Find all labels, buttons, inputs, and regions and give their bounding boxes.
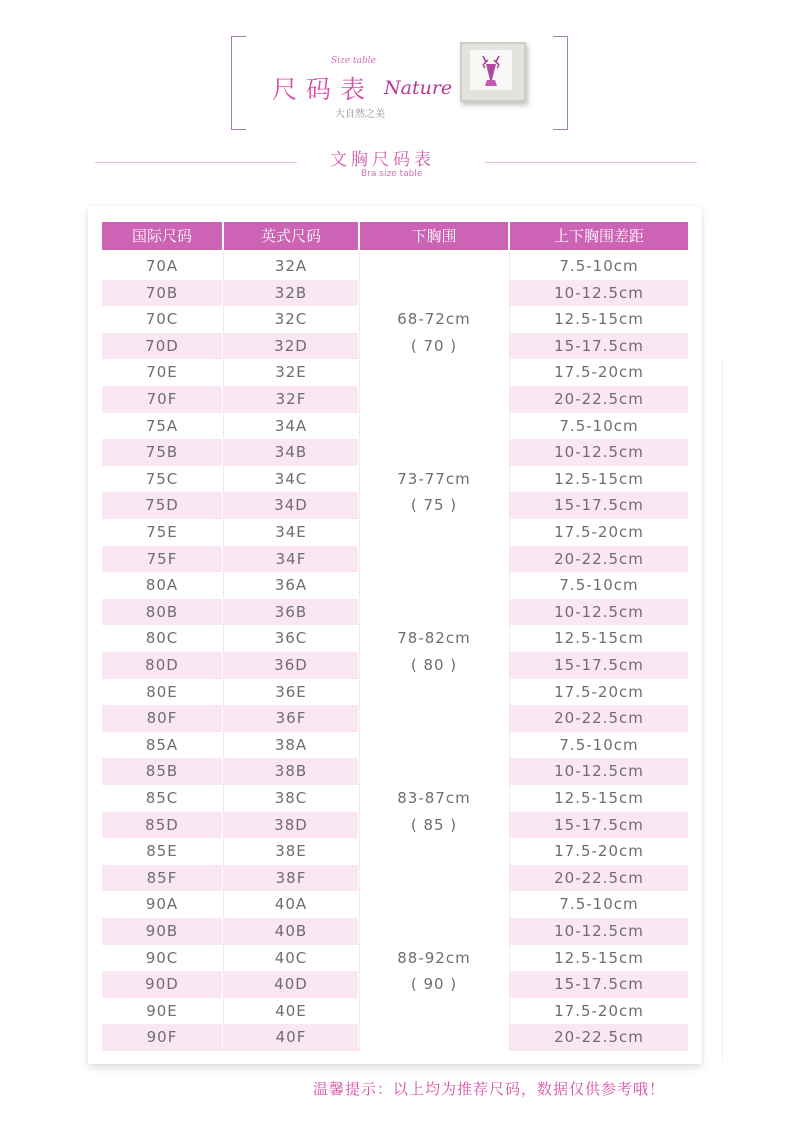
intl-size-cell: 70D [102, 333, 222, 360]
table-row [102, 546, 688, 573]
underbust-cell [360, 918, 508, 945]
table-row [102, 705, 688, 732]
bust-difference-cell: 17.5-20cm [554, 842, 644, 861]
uk-size-cell: 40C [274, 948, 308, 967]
header-uk-size: 英式尺码 [224, 222, 358, 250]
underbust-group [360, 945, 508, 998]
bra-size-table-cn-title: 文胸尺码表 [330, 150, 435, 170]
intl-size-cell: 70A [145, 257, 179, 275]
bust-difference-cell: 10-12.5cm [510, 439, 688, 466]
bust-difference-cell: 20-22.5cm [510, 546, 688, 573]
intl-size-cell: 80B [102, 599, 222, 626]
uk-size-cell: 32F [224, 386, 358, 413]
bust-difference-cell: 10-12.5cm [510, 599, 688, 626]
subtitle-divider-left [95, 162, 297, 163]
table-row [102, 865, 688, 892]
bust-difference-cell: 15-17.5cm [510, 492, 688, 519]
intl-size-cell: 75A [145, 416, 179, 435]
intl-size-cell: 85B [102, 758, 222, 785]
column-divider [223, 253, 224, 1051]
intl-size-cell: 75E [146, 523, 178, 541]
table-row [102, 891, 688, 918]
underbust-cell [360, 386, 508, 413]
underbust-range: 73-77cm [397, 469, 471, 488]
underbust-cell [360, 891, 508, 918]
table-row [102, 918, 688, 945]
intl-size-cell: 80E [146, 682, 178, 701]
bust-difference-cell: 20-22.5cm [510, 386, 688, 413]
underbust-group [360, 625, 508, 678]
table-row [102, 572, 688, 599]
table-row [102, 599, 688, 626]
uk-size-cell: 38B [224, 758, 358, 785]
underbust-cell [360, 998, 508, 1025]
underbust-cell [360, 758, 508, 785]
uk-size-cell: 36E [275, 682, 307, 701]
uk-size-cell: 38E [275, 842, 307, 861]
underbust-range: 78-82cm [397, 629, 471, 648]
header-bust-difference: 上下胸围差距 [510, 222, 688, 250]
intl-size-cell: 90B [102, 918, 222, 945]
underbust-cell [360, 838, 508, 865]
size-table-cn-title: 尺码表 [272, 75, 375, 104]
bust-difference-cell: 12.5-15cm [554, 789, 644, 807]
bust-difference-cell: 12.5-15cm [554, 948, 644, 967]
bust-difference-cell: 7.5-10cm [559, 576, 639, 595]
underbust-cell [360, 599, 508, 626]
uk-size-cell: 36D [224, 652, 358, 679]
bust-difference-cell: 17.5-20cm [554, 1001, 644, 1020]
table-row [102, 439, 688, 466]
uk-size-cell: 34E [275, 523, 307, 541]
underbust-code: ( 85 ) [410, 815, 458, 834]
uk-size-cell: 40B [224, 918, 358, 945]
table-row [102, 386, 688, 413]
intl-size-cell: 75C [145, 469, 179, 488]
bust-difference-cell: 17.5-20cm [554, 682, 644, 701]
table-row [102, 1024, 688, 1051]
underbust-cell [360, 705, 508, 732]
uk-size-cell: 34D [224, 492, 358, 519]
size-table-card [88, 206, 702, 1064]
table-row [102, 519, 688, 546]
table-row [102, 838, 688, 865]
intl-size-cell: 80F [102, 705, 222, 732]
deer-head-icon [470, 50, 512, 90]
underbust-cell [360, 1024, 508, 1051]
intl-size-cell: 70B [102, 280, 222, 307]
uk-size-cell: 32E [275, 363, 307, 382]
intl-size-cell: 75D [102, 492, 222, 519]
intl-size-cell: 85A [145, 735, 179, 754]
bust-difference-cell: 20-22.5cm [510, 865, 688, 892]
underbust-range: 83-87cm [397, 789, 471, 807]
uk-size-cell: 36B [224, 599, 358, 626]
uk-size-cell: 36F [224, 705, 358, 732]
intl-size-cell: 70F [102, 386, 222, 413]
bust-difference-cell: 7.5-10cm [559, 895, 639, 914]
uk-size-cell: 36A [274, 576, 308, 595]
underbust-cell [360, 546, 508, 573]
uk-size-cell: 32C [274, 310, 308, 329]
underbust-range: 88-92cm [397, 948, 471, 967]
nature-label: Nature [384, 77, 453, 99]
underbust-cell [360, 679, 508, 706]
header-bracket-right [553, 36, 568, 130]
deer-picture-frame-icon [460, 42, 526, 102]
table-row [102, 758, 688, 785]
uk-size-cell: 34A [274, 416, 308, 435]
intl-size-cell: 90A [145, 895, 179, 914]
underbust-range: 68-72cm [397, 310, 471, 329]
bust-difference-cell: 7.5-10cm [559, 416, 639, 435]
size-table-en-label: Size table [331, 56, 376, 66]
underbust-cell [360, 732, 508, 759]
underbust-cell [360, 413, 508, 440]
underbust-cell [360, 439, 508, 466]
table-row [102, 359, 688, 386]
underbust-cell [360, 865, 508, 892]
uk-size-cell: 40D [224, 971, 358, 998]
uk-size-cell: 36C [274, 629, 308, 648]
bust-difference-cell: 12.5-15cm [554, 469, 644, 488]
underbust-group [360, 785, 508, 838]
underbust-code: ( 90 ) [410, 975, 458, 994]
intl-size-cell: 90D [102, 971, 222, 998]
header-bracket-left [231, 36, 246, 130]
bust-difference-cell: 10-12.5cm [510, 280, 688, 307]
underbust-code: ( 80 ) [410, 655, 458, 674]
intl-size-cell: 90E [146, 1001, 178, 1020]
uk-size-cell: 38D [224, 812, 358, 839]
underbust-code: ( 75 ) [410, 496, 458, 515]
table-row [102, 280, 688, 307]
bust-difference-cell: 15-17.5cm [510, 652, 688, 679]
underbust-cell [360, 359, 508, 386]
underbust-cell [360, 519, 508, 546]
bust-difference-cell: 17.5-20cm [554, 523, 644, 541]
intl-size-cell: 85D [102, 812, 222, 839]
intl-size-cell: 85C [145, 789, 179, 807]
bust-difference-cell: 12.5-15cm [554, 310, 644, 329]
bust-difference-cell: 17.5-20cm [554, 363, 644, 382]
underbust-group [360, 466, 508, 519]
page-edge-line [722, 360, 723, 1060]
uk-size-cell: 40F [224, 1024, 358, 1051]
intl-size-cell: 75F [102, 546, 222, 573]
intl-size-cell: 90C [145, 948, 179, 967]
uk-size-cell: 34F [224, 546, 358, 573]
uk-size-cell: 32B [224, 280, 358, 307]
intl-size-cell: 80C [145, 629, 179, 648]
column-divider [509, 253, 510, 1051]
underbust-code: ( 70 ) [410, 336, 458, 355]
table-row [102, 253, 688, 280]
bra-size-table-en-title: Bra size table [361, 169, 423, 179]
subtitle-divider-right [485, 162, 697, 163]
uk-size-cell: 34C [274, 469, 308, 488]
nature-cn-label: 大自然之美 [335, 109, 385, 120]
footer-note: 温馨提示：以上均为推荐尺码，数据仅供参考哦！ [313, 1080, 666, 1098]
uk-size-cell: 32D [224, 333, 358, 360]
intl-size-cell: 70E [146, 363, 178, 382]
intl-size-cell: 85F [102, 865, 222, 892]
bust-difference-cell: 20-22.5cm [510, 1024, 688, 1051]
bust-difference-cell: 10-12.5cm [510, 758, 688, 785]
table-row [102, 732, 688, 759]
table-row [102, 998, 688, 1025]
uk-size-cell: 38A [274, 735, 308, 754]
table-header [102, 222, 688, 250]
bust-difference-cell: 15-17.5cm [510, 971, 688, 998]
underbust-cell [360, 280, 508, 307]
intl-size-cell: 70C [145, 310, 179, 329]
table-row [102, 679, 688, 706]
bust-difference-cell: 7.5-10cm [559, 735, 639, 754]
uk-size-cell: 38F [224, 865, 358, 892]
intl-size-cell: 80A [145, 576, 179, 595]
underbust-cell [360, 253, 508, 280]
header-intl-size: 国际尺码 [102, 222, 222, 250]
uk-size-cell: 40E [275, 1001, 307, 1020]
uk-size-cell: 34B [224, 439, 358, 466]
bust-difference-cell: 15-17.5cm [510, 812, 688, 839]
bust-difference-cell: 12.5-15cm [554, 629, 644, 648]
bust-difference-cell: 10-12.5cm [510, 918, 688, 945]
intl-size-cell: 85E [146, 842, 178, 861]
bust-difference-cell: 20-22.5cm [510, 705, 688, 732]
uk-size-cell: 32A [274, 257, 308, 275]
bust-difference-cell: 15-17.5cm [510, 333, 688, 360]
underbust-cell [360, 572, 508, 599]
uk-size-cell: 40A [274, 895, 308, 914]
table-row [102, 413, 688, 440]
intl-size-cell: 75B [102, 439, 222, 466]
intl-size-cell: 80D [102, 652, 222, 679]
bust-difference-cell: 7.5-10cm [559, 257, 639, 275]
header-underbust: 下胸围 [360, 222, 508, 250]
intl-size-cell: 90F [102, 1024, 222, 1051]
uk-size-cell: 38C [274, 789, 308, 807]
underbust-group [360, 306, 508, 359]
